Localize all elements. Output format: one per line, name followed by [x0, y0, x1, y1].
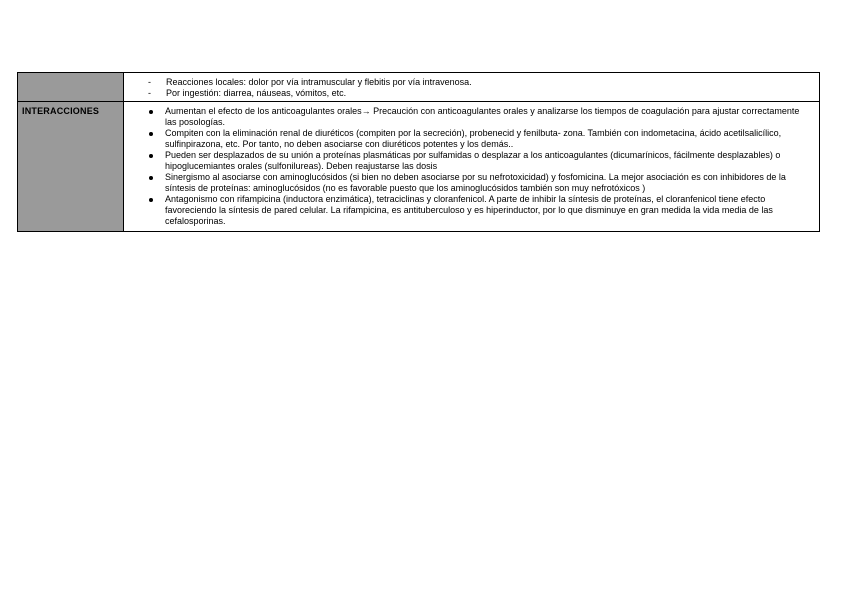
list-item: Pueden ser desplazados de su unión a proteínas plasmáticas por sulfamidas o desplazar a los anticoagulantes (dicumarínicos, fácilmente desplazables) o hipoglucemiantes orales (sulfonilureas). Deben reajustarse las dosis [148, 150, 811, 172]
list-item: Compiten con la eliminación renal de diuréticos (compiten por la secreción), probenecid y fenilbuta- zona. También con indometacina, ácido acetilsalicílico, sulfinpirazona, etc. Por tanto, no deben asociarse con diuréticos potentes y los demás.. [148, 128, 811, 150]
list-item: Antagonismo con rifampicina (inductora enzimática), tetraciclinas y cloranfenicol. A parte de inhibir la síntesis de proteínas, el cloranfenicol tiene efecto favoreciendo la síntesis de pared celular. La rifampicina, es antituberculoso y es hiperinductor, por lo que disminuye en gran medida la vida media de las cefalosporinas. [148, 194, 811, 227]
table-row-adverse-effects [18, 73, 820, 102]
row-label-cell [18, 102, 124, 232]
row-label: INTERACCIONES [22, 106, 100, 116]
list-item: Sinergismo al asociarse con aminoglucósidos (si bien no deben asociarse por su nefrotoxicidad) y fosfomicina. La mejor asociación es con inhibidores de la síntesis de proteínas: aminoglucósidos (no es favorable puesto que los aminoglucósidos también son muy nefrotóxicos ) [148, 172, 811, 194]
drug-info-table [17, 72, 820, 232]
table-row-interacciones [18, 102, 820, 232]
row-content-cell [124, 73, 820, 102]
list-item: Aumentan el efecto de los anticoagulantes orales→ Precaución con anticoagulantes orales y analizarse los tiempos de coagulación para ajustar correctamente las posologías. [148, 106, 811, 128]
list-item: - Por ingestión: diarrea, náuseas, vómitos, etc. [148, 88, 813, 99]
row-label [18, 73, 123, 77]
bullet-list [124, 102, 819, 231]
list-item: - Reacciones locales: dolor por vía intramuscular y flebitis por vía intravenosa. [148, 77, 813, 88]
row-label-cell [18, 73, 124, 102]
dash-list [124, 73, 819, 101]
row-content-cell [124, 102, 820, 232]
